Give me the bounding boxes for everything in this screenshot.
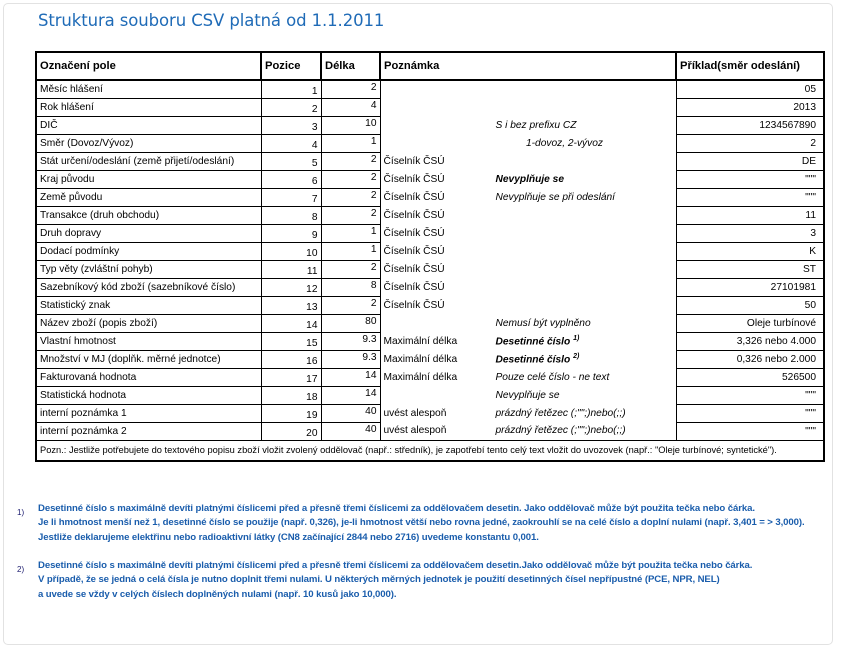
note-left: uvést alespoň (383, 425, 447, 437)
footnote-mark: 2) (17, 565, 25, 574)
note-left: Číselník ČSÚ (383, 281, 445, 293)
page-title: Struktura souboru CSV platná od 1.1.2011 (38, 11, 385, 30)
field-name: DIČ (36, 116, 261, 134)
footnote-line: Jestliže deklarujeme elektřinu nebo radioaktivní látky (CN8 začínající 2844 nebo 2716) uvedeme konstantu 0,001. (38, 531, 539, 543)
field-note (380, 404, 676, 422)
table-row (36, 170, 824, 188)
field-position: 7 (261, 188, 321, 206)
field-name: Vlastní hmotnost (36, 332, 261, 350)
header-pole: Označení pole (36, 52, 261, 80)
table-header-row (36, 52, 824, 80)
note-left: Číselník ČSÚ (383, 173, 445, 185)
note-left: Maximální délka (383, 335, 458, 347)
field-name: Druh dopravy (36, 224, 261, 242)
field-length: 8 (321, 278, 380, 296)
field-length: 1 (321, 134, 380, 152)
field-note (380, 98, 676, 116)
note-right: 1-dovoz, 2-vývoz (525, 137, 603, 149)
table-row (36, 332, 824, 350)
note-right: Nevyplňuje se (495, 389, 560, 401)
field-position: 2 (261, 98, 321, 116)
note-right: Nemusí být vyplněno (495, 317, 591, 329)
field-note (380, 332, 676, 350)
field-length: 9.3 (321, 332, 380, 350)
field-position: 4 (261, 134, 321, 152)
note-right: prázdný řetězec (;"";)nebo(;;) (495, 425, 626, 437)
field-example: 3,326 nebo 4.000 (676, 332, 824, 350)
field-example: 50 (676, 296, 824, 314)
note-right: Nevyplňuje se (495, 173, 565, 185)
field-note (380, 296, 676, 314)
table-row (36, 188, 824, 206)
field-position: 1 (261, 80, 321, 98)
field-length: 2 (321, 188, 380, 206)
field-note (380, 368, 676, 386)
table-row (36, 350, 824, 368)
field-note (380, 422, 676, 440)
field-position: 10 (261, 242, 321, 260)
field-note (380, 80, 676, 98)
field-name: Sazebníkový kód zboží (sazebníkové číslo) (36, 278, 261, 296)
field-example: """ (676, 188, 824, 206)
field-note (380, 224, 676, 242)
table-row (36, 260, 824, 278)
field-length: 1 (321, 224, 380, 242)
field-length: 40 (321, 404, 380, 422)
field-name: Transakce (druh obchodu) (36, 206, 261, 224)
field-note (380, 170, 676, 188)
footnote-text (38, 559, 752, 602)
field-position: 18 (261, 386, 321, 404)
field-example: 1234567890 (676, 116, 824, 134)
field-name: Statistická hodnota (36, 386, 261, 404)
field-name: Název zboží (popis zboží) (36, 314, 261, 332)
note-left: Číselník ČSÚ (383, 209, 445, 221)
footnote-ref: 1) (573, 334, 580, 342)
field-length: 14 (321, 368, 380, 386)
field-length: 2 (321, 296, 380, 314)
table-row (36, 152, 824, 170)
table-row (36, 242, 824, 260)
field-example: """ (676, 404, 824, 422)
table-row (36, 98, 824, 116)
field-name: Směr (Dovoz/Vývoz) (36, 134, 261, 152)
table-row (36, 278, 824, 296)
field-length: 2 (321, 152, 380, 170)
footer-note: Pozn.: Jestliže potřebujete do textového popisu zboží vložit zvolený oddělovač (např.: středník), je zapotřebí tento celý text vložit do uvozovek (např.: "Oleje turbínové; syntetické"). (36, 440, 824, 461)
footer-note-row (36, 440, 824, 461)
field-position: 8 (261, 206, 321, 224)
note-right: Desetinné číslo (495, 336, 571, 348)
field-length: 9.3 (321, 350, 380, 368)
field-name: Statistický znak (36, 296, 261, 314)
footnote-line: Je li hmotnost menší než 1, desetinné číslo se použije (např. 0,326), je-li hmotnost větší nebo rovna jedné, zaokrouhlí se na celé číslo a doplní nulami (např. 3,401 = > 3,000). (38, 517, 805, 529)
csv-structure-table (35, 51, 825, 462)
field-note (380, 116, 676, 134)
field-example: Oleje turbínové (676, 314, 824, 332)
table-row (36, 116, 824, 134)
note-left: Číselník ČSÚ (383, 155, 445, 167)
field-name: Kraj původu (36, 170, 261, 188)
field-example: 05 (676, 80, 824, 98)
field-example: 2 (676, 134, 824, 152)
field-example: """ (676, 386, 824, 404)
field-position: 6 (261, 170, 321, 188)
field-name: interní poznámka 2 (36, 422, 261, 440)
field-position: 9 (261, 224, 321, 242)
header-pozice: Pozice (261, 52, 321, 80)
field-note (380, 260, 676, 278)
field-length: 80 (321, 314, 380, 332)
footnote-text (38, 502, 805, 545)
field-position: 16 (261, 350, 321, 368)
field-name: Stát určení/odeslání (země přijetí/odeslání) (36, 152, 261, 170)
field-example: K (676, 242, 824, 260)
footnote-line: Desetinné číslo s maximálně devíti platnými číslicemi před a přesně třemi číslicemi za oddělovačem desetin. Jako oddělovač může být použita tečka nebo čárka. (38, 503, 755, 514)
field-note (380, 134, 676, 152)
field-length: 1 (321, 242, 380, 260)
header-priklad: Příklad(směr odeslání) (676, 52, 824, 80)
field-name: Země původu (36, 188, 261, 206)
field-name: interní poznámka 1 (36, 404, 261, 422)
field-example: 0,326 nebo 2.000 (676, 350, 824, 368)
field-position: 17 (261, 368, 321, 386)
field-note (380, 386, 676, 404)
field-example: 27101981 (676, 278, 824, 296)
table-row (36, 404, 824, 422)
field-name: Dodací podmínky (36, 242, 261, 260)
field-example: DE (676, 152, 824, 170)
note-right: S i bez prefixu CZ (495, 119, 577, 131)
note-left: Číselník ČSÚ (383, 191, 445, 203)
field-name: Měsíc hlášení (36, 80, 261, 98)
table-row (36, 386, 824, 404)
field-position: 3 (261, 116, 321, 134)
field-length: 2 (321, 260, 380, 278)
field-example: ST (676, 260, 824, 278)
note-right: Nevyplňuje se při odeslání (495, 191, 615, 203)
table-row (36, 422, 824, 440)
footnote-ref: 2) (573, 352, 580, 360)
field-name: Fakturovaná hodnota (36, 368, 261, 386)
note-right: prázdný řetězec (;"";)nebo(;;) (495, 407, 626, 419)
note-left: Maximální délka (383, 371, 458, 383)
field-example: """ (676, 422, 824, 440)
field-position: 19 (261, 404, 321, 422)
field-length: 4 (321, 98, 380, 116)
field-length: 10 (321, 116, 380, 134)
note-left: uvést alespoň (383, 407, 447, 419)
table-row (36, 296, 824, 314)
table-row (36, 134, 824, 152)
field-note (380, 206, 676, 224)
field-note (380, 350, 676, 368)
note-left: Číselník ČSÚ (383, 245, 445, 257)
table-row (36, 368, 824, 386)
field-position: 11 (261, 260, 321, 278)
field-length: 2 (321, 170, 380, 188)
field-example: """ (676, 170, 824, 188)
table-row (36, 224, 824, 242)
field-note (380, 314, 676, 332)
note-right: Pouze celé číslo - ne text (495, 371, 610, 383)
field-example: 3 (676, 224, 824, 242)
table-row (36, 206, 824, 224)
field-position: 5 (261, 152, 321, 170)
field-length: 2 (321, 80, 380, 98)
footnote-line: a uvede se vždy v celých číslech doplněných nulami (např. 10 kusů jako 10,000). (38, 588, 397, 600)
header-delka: Délka (321, 52, 380, 80)
field-length: 2 (321, 206, 380, 224)
field-length: 14 (321, 386, 380, 404)
table-row (36, 314, 824, 332)
field-position: 14 (261, 314, 321, 332)
field-name: Rok hlášení (36, 98, 261, 116)
note-left: Číselník ČSÚ (383, 299, 445, 311)
field-example: 11 (676, 206, 824, 224)
field-example: 526500 (676, 368, 824, 386)
footnote-mark: 1) (17, 508, 25, 517)
header-poznamka: Poznámka (380, 52, 676, 80)
field-position: 13 (261, 296, 321, 314)
field-note (380, 152, 676, 170)
field-length: 40 (321, 422, 380, 440)
footnote-line: Desetinné číslo s maximálně devíti platnými číslicemi před a přesně třemi číslicemi za oddělovačem desetin.Jako oddělovač může být použita tečka nebo čárka. (38, 560, 753, 571)
table-row (36, 80, 824, 98)
field-position: 15 (261, 332, 321, 350)
field-note (380, 242, 676, 260)
field-example: 2013 (676, 98, 824, 116)
note-left: Maximální délka (383, 353, 458, 365)
note-left: Číselník ČSÚ (383, 227, 445, 239)
field-position: 12 (261, 278, 321, 296)
field-name: Množství v MJ (doplňk. měrné jednotce) (36, 350, 261, 368)
footnote-line: V případě, že se jedná o celá čísla je nutno doplnit třemi nulami. U některých měrných jednotek je použití desetinných čísel nepřípustné (PCE, NPR, NEL) (38, 574, 720, 586)
field-note (380, 278, 676, 296)
field-note (380, 188, 676, 206)
field-name: Typ věty (zvláštní pohyb) (36, 260, 261, 278)
note-left: Číselník ČSÚ (383, 263, 445, 275)
field-position: 20 (261, 422, 321, 440)
note-right: Desetinné číslo (495, 354, 571, 366)
